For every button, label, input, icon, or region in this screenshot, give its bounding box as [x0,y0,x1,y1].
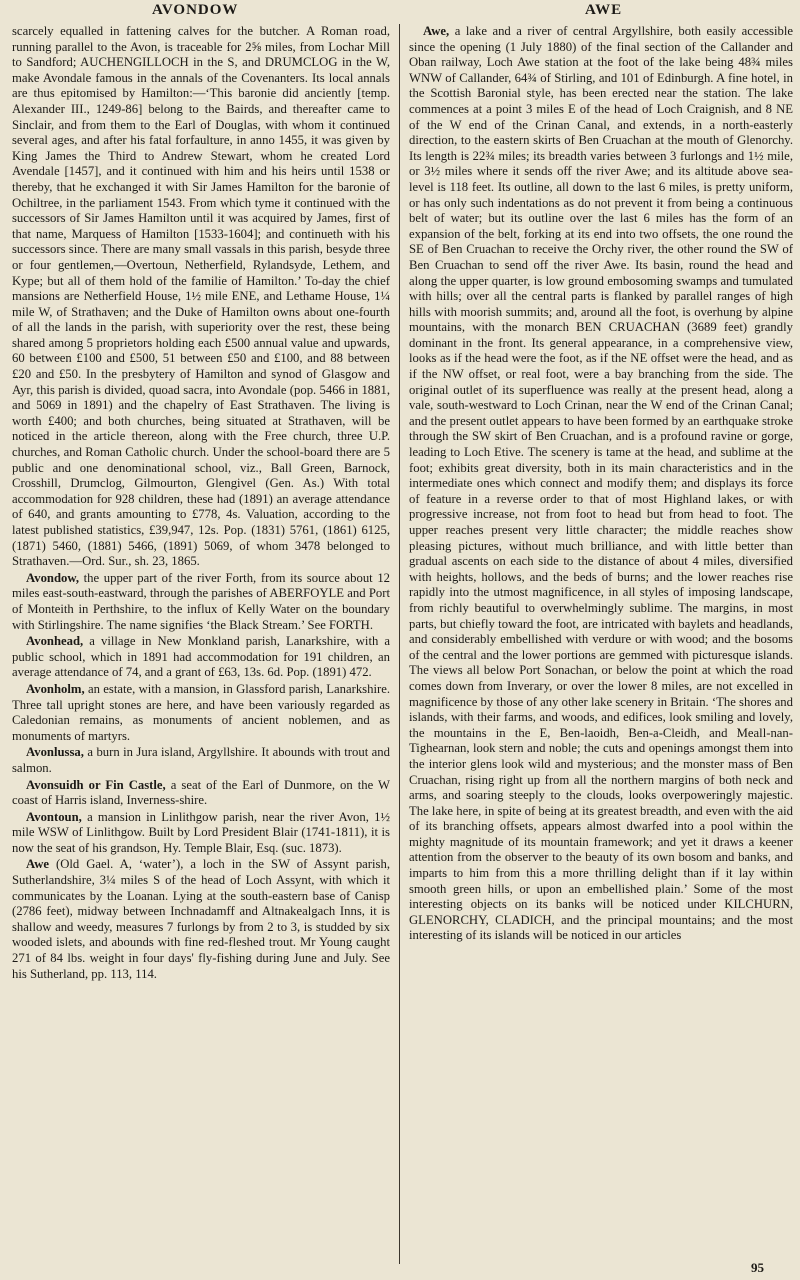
entry-avontoun [12,810,390,857]
entry-headword: Avonlussa, [26,745,84,760]
left-column [12,24,390,1264]
running-header [0,2,800,24]
entry-avonsuidh [12,778,390,809]
entry-headword: Avondow, [26,570,79,585]
running-head-right: AWE [585,2,623,18]
entry-avonlussa [12,745,390,776]
entry-avondale-continuation [12,24,390,570]
entry-awe-loch [12,857,390,982]
entry-headword: Awe [26,857,50,872]
entry-awe-lake [409,24,793,944]
entry-avonholm [12,682,390,744]
entry-headword: Awe, [423,24,450,38]
entry-avondow [12,571,390,633]
entry-text: an estate, with a mansion, in Glassford parish, Lanarkshire. Three tall upright stones are here, and have been variously regarded as Caledonian remains, as monuments of ancient noblemen, and as monuments of martyrs. [12,681,390,743]
entry-text: a mansion in Linlithgow parish, near the river Avon, 1½ mile WSW of Linlithgow. Built by Lord President Blair (1741-1811), it is now the seat of his grandson, Hy. Temple Blair, Esq. (suc. 1873). [12,809,390,855]
right-column [409,24,793,1254]
entry-text: a lake and a river of central Argyllshire, both easily accessible since the opening (1 July 1880) of the final section of the Callander and Oban railway, Loch Awe station at the foot of the lake being 48¾ miles WNW of Callander, 64¾ of Stirling, and 101 of Edinburgh. A fine hotel, in the Scottish Baronial style, has been erected near the station. The lake commences at a point 3 miles E of the head of Loch Craignish, and 8 NE of the W end of the Crinan Canal, and extends, in a north-easterly direction, to the eastern skirts of Ben Cruachan at the mouth of Glenorchy. Its length is 22¾ miles; its breadth varies between 3 furlongs and 1½ mile, or 3½ miles where it sends off the river Awe; and its altitude above sea-level is 118 feet. Its outline, all down to the last 6 miles, is pretty uniform, or has only such indentations as do not prevent it from being a continuous belt of water; but its outline over the last 6 miles has the form of an expansion of the belt, forking at its end into two offsets, the one round the SE of Ben Cruachan to receive the Orchy river, the other round the SW of Ben Cruachan to send off the river Awe. Its basin, round the head and along the upper quarter, is low ground embosoming swamps and tumulated with hills; over all the central parts is flanked by parallel ranges of high hills with moorish summits; and, around all the foot, is overhung by alpine mountains, with the monarch BEN CRUACHAN (3689 feet) grandly dominant in the front. Its general appearance, in a comprehensive view, looks as if the head were the foot, as if the NE offset were the head, and as if the NW offset, or real foot, were a bay branching from the side. The original outlet of its superfluence was really at the present head, along a vale, south-westward to Loch Crinan, near the W end of the Crinan Canal; and the present outlet appears to have been formed by an earthquake stroke through the SW skirt of Ben Cruachan, and is a profound ravine or gorge, leading to Loch Etive. The scenery is tame at the head, and sublime at the foot; exhibits great diversity, both in its main characteristics and in the intermediate ones which connect and modify them; and displays its force of feature in a reverse order to that of most Highland lakes, or with progressive increase, not from foot to head but from head to foot. The upper reaches present very little character; the middle reaches show pleasing pictures, without much brilliance, and with little better than gradual ascents on each side to the distance of about 4 miles, diversified with heights, hollows, and the beds of burns; and the lower reaches rise rapidly into the utmost magnificence, in all styles of imposing landscape, from richly beautiful to overwhelmingly sublime. The margins, in most parts, but chiefly toward the foot, are intricated with baylets and headlands, and considerably embellished with verdure or with wood; and the bosoms of the central and the lower portions are gemmed with picturesque islands. The views all below Port Sonachan, or below the point at which the road comes down from Inverary, or over the lower 8 miles, are not excelled in magnificence by those of any other lake scenery in Britain. ‘The shores and islands, with their farms, and woods, and edifices, look smiling and lovely, the mountains in the E, Ben-laoidh, Ben-a-Cleidh, and Meall-nan-Tighearnan, look stern and noble; the cuts and openings amongst them into the interior glens look wild and mysterious; and the monster mass of Ben Cruachan, rising right up from all the northern margins of both neck and arms, and soaring steeply to the clouds, looks overpoweringly majestic. The lake here, in spite of being at its greatest breadth, and even with the aid of its branching offsets, appears almost dwarfed into a pool within the mighty magnitude of its mountain framework; and yet it draws a keener attention from the observer to the beauty of its own bosom and banks, and imparts to him from this a more thrilling delight than if it lay within smooth green hills, or upon an embellished plain.’ Some of the most interesting objects on its banks will be noticed under KILCHURN, GLENORCHY, CLADICH, and the principal mountains; and the most interesting of its islands will be noticed in our articles [409,24,793,943]
entry-text: the upper part of the river Forth, from its source about 12 miles east-south-eastward, through the parishes of ABERFOYLE and Port of Monteith in Perthshire, to the influx of Kelly Water on the boundary with Stirlingshire. The name signifies ‘the Black Stream.’ See FORTH. [12,570,390,632]
entry-headword: Avonholm, [26,681,85,696]
page-number: 95 [751,1260,764,1275]
entry-headword: Avonsuidh or Fin Castle, [26,777,166,792]
entry-headword: Avontoun, [26,809,82,824]
entry-text: (Old Gael. A, ‘water’), a loch in the SW of Assynt parish, Sutherlandshire, 3¼ miles S of the head of Loch Assynt, with which it communicates by the Loanan. Lying at the south-eastern base of Canisp (2786 feet), midway between Inchnadamff and Altnakealgach Inns, it is shallow and weedy, measures 7 furlongs by from 2 to 3, is studded by six wooded islets, and abounds with fine red-fleshed trout. Mr Young caught 271 of 84 lbs. weight in four days' fly-fishing during June and July. See his Sutherland, pp. 113, 114. [12,857,390,981]
entry-text: scarcely equalled in fattening calves for the butcher. A Roman road, running parallel to the Avon, is traceable for 2⅝ miles, from Lochar Mill to Sandford; AUCHENGILLOCH in the S, and DRUMCLOG in the W, make Avondale famous in the annals of the Covenanters. Its local annals are thus epitomised by Hamilton:—‘This baronie did anciently [temp. Alexander III., 1249-86] belong to the Bairds, and thereafter came to Sinclair, and from them to the Earl of Douglas, with whom it continued several ages, and after his fatal forfaulture, in anno 1455, it was given by King James the Third to Andrew Stewart, whom he created Lord Avendale [1457], and it continued with him and his heirs until 1538 or thereby, that he exchanged it with Sir James Hamilton for the baronie of Ochiltree, in the parliament 1543. From which tyme it continued with the successors of Sir James Hamilton until it was acquired by James, first of that name, Marquess of Hamilton [1533-1604]; and continueth with his successors since. There are many small vassals in this parish, besyde three or four gentlemen,—Overtoun, Netherfield, Rylandsyde, Lethem, and Kype; but all of them hold of the familie of Hamilton.’ To-day the chief mansions are Netherfield House, 1½ mile ENE, and Lethame House, 1¼ mile W, of Strathaven; and the Duke of Hamilton owns about one-fourth of all the lands in the parish, with superiority over the rest, these being shared among 5 proprietors holding each £500 annual value and upwards, 60 between £100 and £500, 51 between £50 and £100, and 88 between £20 and £50. In the presbytery of Hamilton and synod of Glasgow and Ayr, this parish is divided, quoad sacra, into Avondale (pop. 5466 in 1881, and 5069 in 1891) and the chapelry of East Strathaven. The living is worth £400; and both churches, being situated at Strathaven, will be noticed in the article thereon, along with the Free church, three U.P. churches, and Roman Catholic church. Under the school-board there are 5 public and one denominational school, viz., Ball Green, Barnock, Crosshill, Drumclog, Gilmourton, Glengivel (Gen. As.) With total accommodation for 928 children, these had (1891) an average attendance of 640, and grants amounting to £778, 4s. Valuation, according to the latest published statistics, £39,947, 12s. Pop. (1831) 5761, (1861) 6125, (1871) 5460, (1881) 5466, (1891) 5069, of whom 3478 belonged to Strathaven.—Ord. Sur., sh. 23, 1865. [12,24,390,569]
entry-headword: Avonhead, [26,634,84,649]
entry-text: a burn in Jura island, Argyllshire. It abounds with trout and salmon. [12,745,390,775]
running-head-left: AVONDOW [152,2,239,18]
entry-avonhead [12,634,390,681]
entry-text: a seat of the Earl of Dunmore, on the W coast of Harris island, Inverness-shire. [12,777,390,808]
entry-text: a village in New Monkland parish, Lanarkshire, with a public school, which in 1891 had accommodation for 191 children, an average attendance of 74, and a grant of £63, 13s. 6d. Pop. (1891) 472. [12,634,390,680]
column-divider [399,24,400,1264]
